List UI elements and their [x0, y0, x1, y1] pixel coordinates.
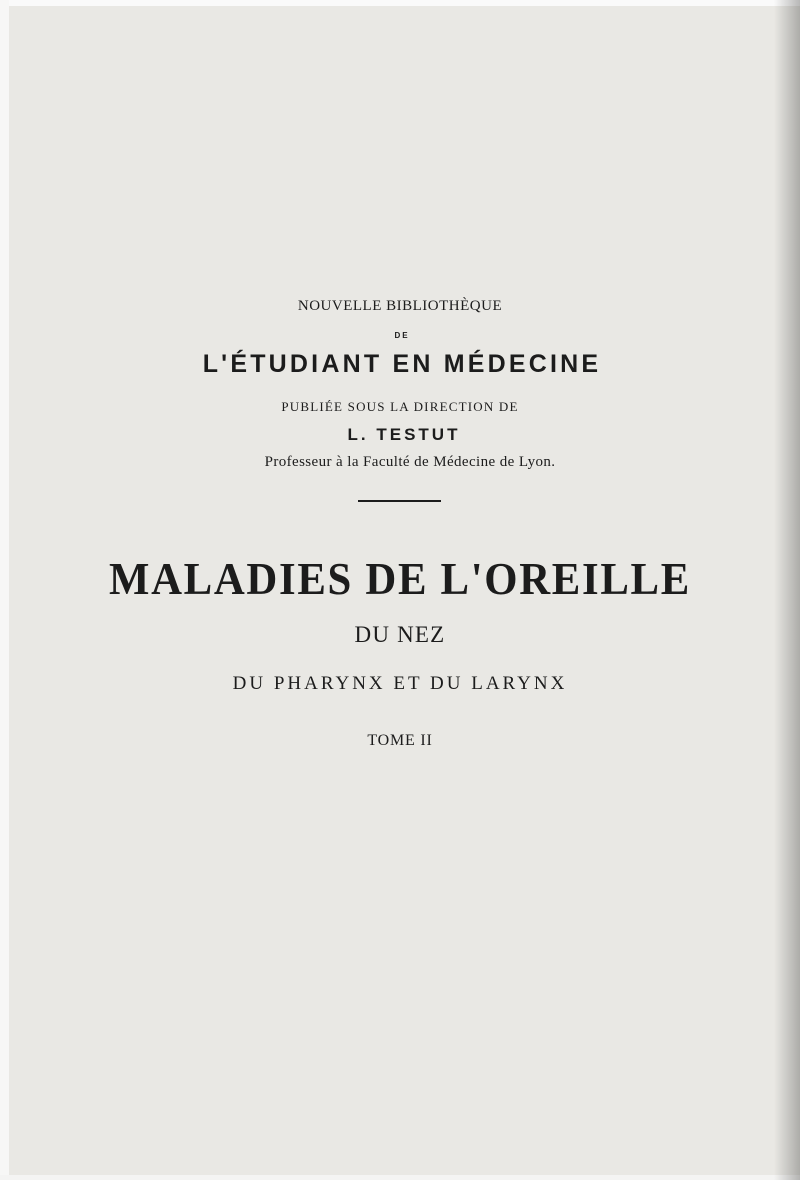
page-border-left [0, 0, 9, 1180]
series-de: DE [394, 331, 410, 340]
main-title: MALADIES DE L'OREILLE [109, 553, 691, 604]
volume-number: TOME II [367, 732, 433, 749]
editor-affiliation: Professeur à la Faculté de Médecine de Lyon. [264, 454, 556, 470]
subtitle-line-1: DU NEZ [354, 622, 446, 647]
published-under: PUBLIÉE SOUS LA DIRECTION DE [281, 399, 519, 414]
editor-name: L. TESTUT [347, 425, 461, 444]
series-subtitle: L'ÉTUDIANT EN MÉDECINE [202, 350, 602, 378]
page-border-top [0, 0, 800, 6]
page-border-bottom [0, 1175, 800, 1180]
subtitle-line-2: DU PHARYNX ET DU LARYNX [232, 673, 568, 694]
divider-rule [358, 500, 441, 502]
series-title: NOUVELLE BIBLIOTHÈQUE [297, 298, 503, 314]
